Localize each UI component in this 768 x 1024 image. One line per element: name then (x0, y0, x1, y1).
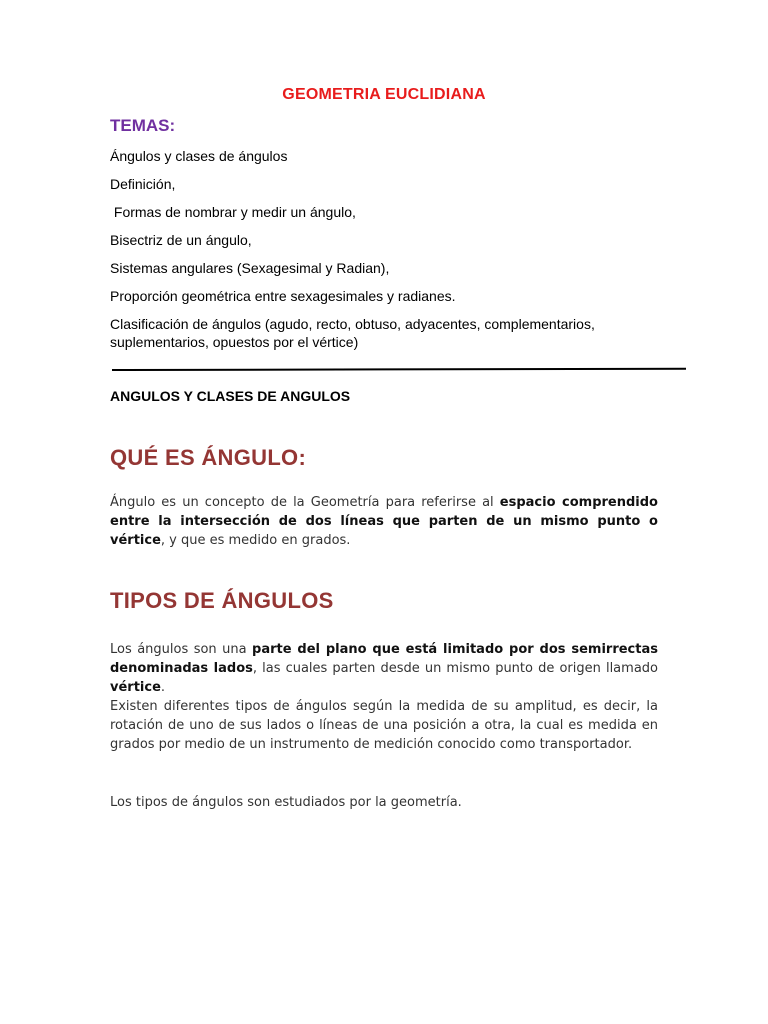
tipos-paragraph-1 (110, 640, 658, 697)
heading-tipos-de-angulos: TIPOS DE ÁNGULOS (110, 588, 334, 613)
horizontal-divider (112, 368, 686, 371)
heading-que-es-angulo: QUÉ ES ÁNGULO: (110, 445, 307, 470)
topic-item: Definición, (110, 176, 176, 192)
tipos-paragraph-2: Existen diferentes tipos de ángulos según la medida de su amplitud, es decir, la rotación de uno de sus lados o líneas de una posición a otra, la cual es medida en grados por medio de un instrumento de medición conocido como transportador. (110, 699, 658, 752)
tipos-p1-bold1: parte del plano que está limitado por dos semirrectas denominadas lados (110, 642, 658, 676)
tipos-p1-pre: Los ángulos son una (110, 642, 253, 657)
topic-item: Formas de nombrar y medir un ángulo, (110, 204, 356, 220)
document-title: GEOMETRIA EUCLIDIANA (282, 86, 486, 103)
tipos-p1-bold2: vértice (110, 680, 161, 695)
temas-label: TEMAS: (110, 116, 176, 135)
topic-item: Clasificación de ángulos (agudo, recto, obtuso, adyacentes, complementarios, suplementarios, opuestos por el vértice) (110, 316, 595, 350)
definition-text-bold: espacio comprendido entre la intersección de dos líneas que parten de un mismo punto o vértice (110, 495, 658, 548)
tipos-paragraph-3: Los tipos de ángulos son estudiados por la geometría. (110, 795, 462, 810)
topic-item: Ángulos y clases de ángulos (110, 148, 288, 164)
topic-item: Proporción geométrica entre sexagesimales y radianes. (110, 288, 456, 304)
definition-text-pre: Ángulo es un concepto de la Geometría para referirse al (110, 495, 500, 510)
section-subtitle: ANGULOS Y CLASES DE ANGULOS (110, 388, 351, 404)
topic-item: Sistemas angulares (Sexagesimal y Radian), (110, 260, 390, 276)
tipos-p1-mid: , las cuales parten desde un mismo punto de origen llamado (252, 661, 658, 676)
definition-paragraph (110, 493, 658, 550)
definition-text-post: , y que es medido en grados. (160, 533, 351, 548)
tipos-p1-post: . (160, 680, 166, 695)
topic-item: Bisectriz de un ángulo, (110, 232, 252, 248)
